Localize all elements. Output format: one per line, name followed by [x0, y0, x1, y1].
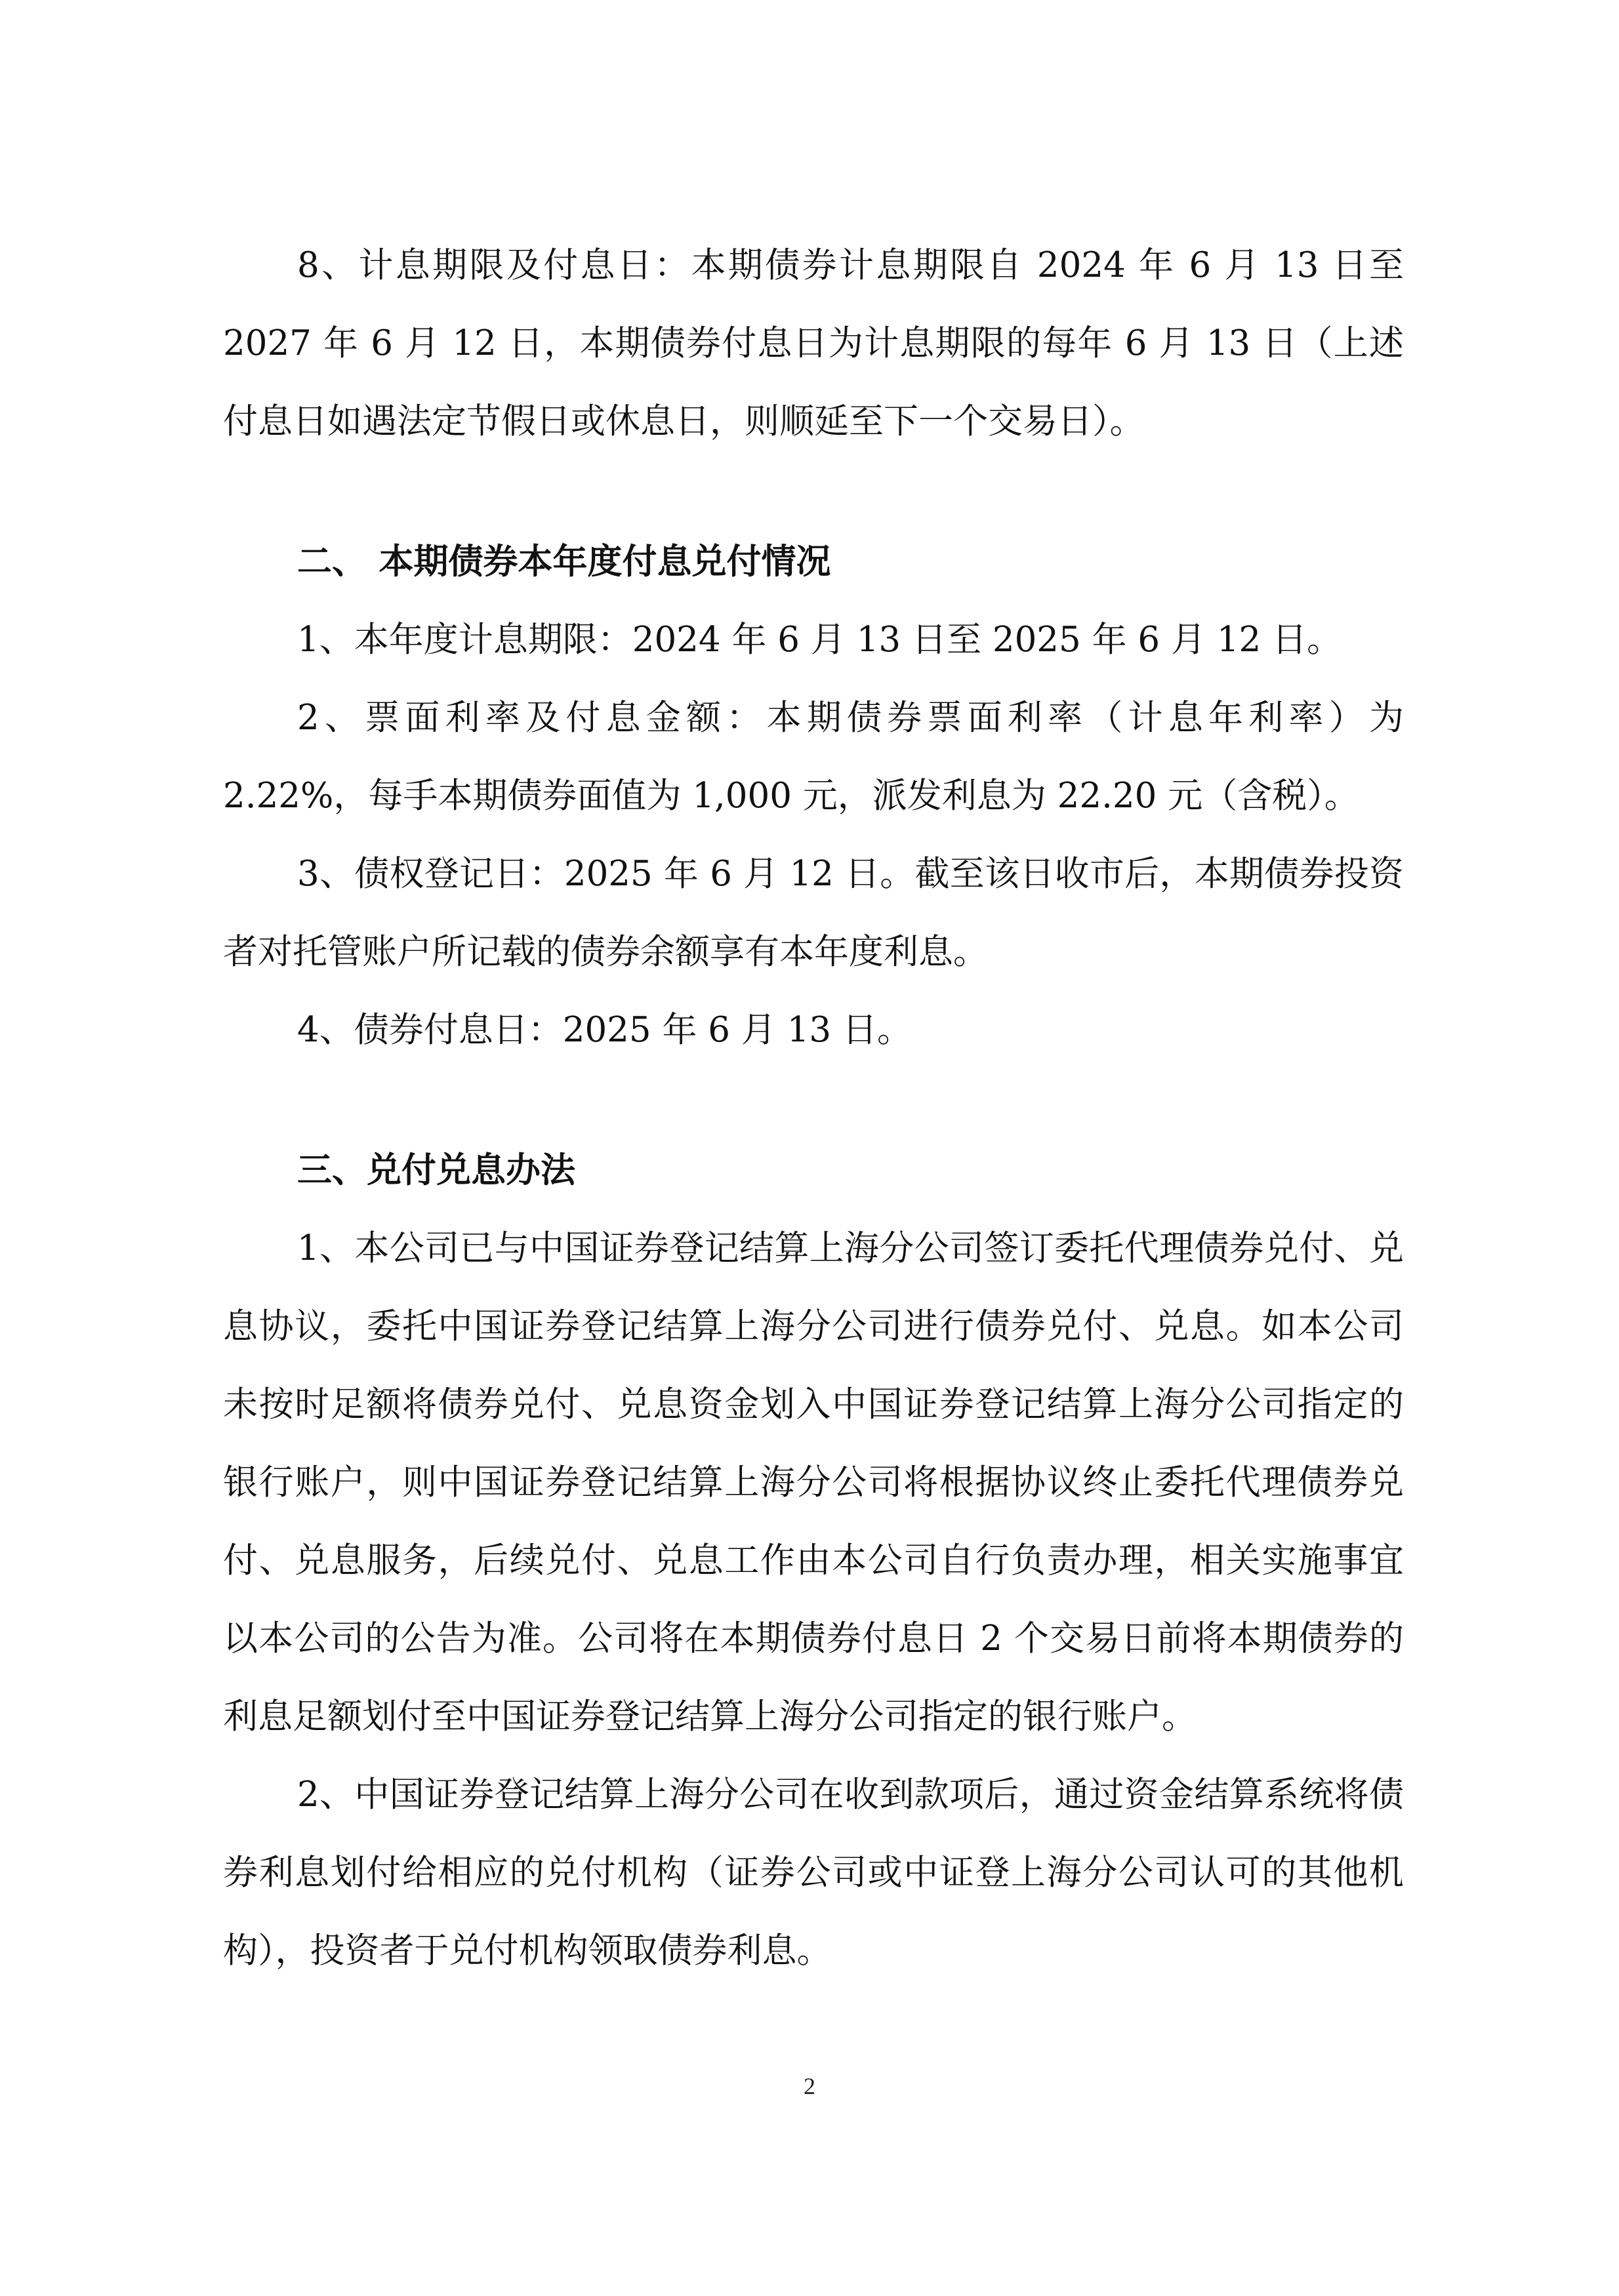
- paragraph-fund-transfer: 2、中国证券登记结算上海分公司在收到款项后，通过资金结算系统将债券利息划付给相应的兑付机构（证券公司或中证登上海分公司认可的其他机构），投资者于兑付机构领取债券利息。: [223, 1775, 1404, 1971]
- paragraph-current-interest-period: 1、本年度计息期限：2024 年 6 月 13 日至 2025 年 6 月 12 日。: [297, 620, 1342, 660]
- section-gap: [223, 460, 1404, 523]
- paragraph-interest-period-and-payment-date: 8、计息期限及付息日：本期债券计息期限自 2024 年 6 月 13 日至 2027 年 6 月 12 日，本期债券付息日为计息期限的每年 6 月 13 日（上述付息日如遇法定节假日或休息日，则顺延至下一个交易日）。: [223, 245, 1404, 441]
- section-gap: [223, 1069, 1404, 1131]
- section-heading-payment-method: 三、兑付兑息办法: [297, 1150, 575, 1190]
- paragraph-agency-agreement: 1、本公司已与中国证券登记结算上海分公司签订委托代理债券兑付、兑息协议，委托中国证券登记结算上海分公司进行债券兑付、兑息。如本公司未按时足额将债券兑付、兑息资金划入中国证券登记结算上海分公司指定的银行账户，则中国证券登记结算上海分公司将根据协议终止委托代理债券兑付、兑息服务，后续兑付、兑息工作由本公司自行负责办理，相关实施事宜以本公司的公告为准。公司将在本期债券付息日 2 个交易日前将本期债券的利息足额划付至中国证券登记结算上海分公司指定的银行账户。: [223, 1228, 1404, 1737]
- paragraph-record-date: 3、债权登记日：2025 年 6 月 12 日。截至该日收市后，本期债券投资者对托管账户所记载的债券余额享有本年度利息。: [223, 854, 1404, 972]
- paragraph-payment-date: 4、债券付息日：2025 年 6 月 13 日。: [297, 1010, 912, 1050]
- page-number: 2: [804, 2073, 815, 2099]
- document-body: [223, 226, 1404, 1990]
- paragraph-coupon-rate-and-amount: 2、票面利率及付息金额：本期债券票面利率（计息年利率）为 2.22%，每手本期债券面值为 1,000 元，派发利息为 22.20 元（含税）。: [223, 698, 1404, 816]
- section-heading-current-year-payment: 二、 本期债券本年度付息兑付情况: [297, 541, 831, 582]
